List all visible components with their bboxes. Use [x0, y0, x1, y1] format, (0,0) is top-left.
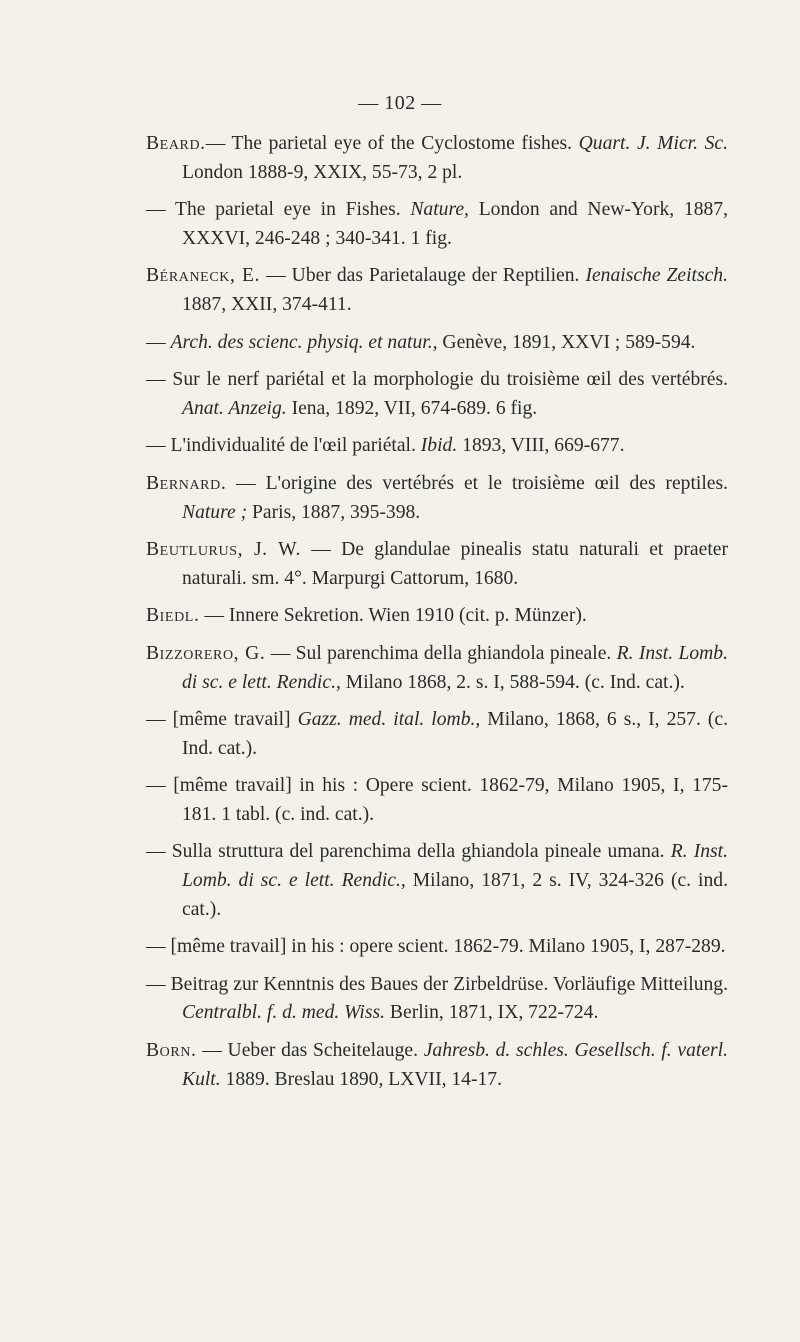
bibliography-entry [146, 640, 728, 697]
entry-text: — Sur le nerf pariétal et la morphologie du troisième œil des vertébrés. [146, 369, 728, 391]
entry-journal: Gazz. med. ital. lomb., [297, 709, 481, 731]
bibliography-entry [146, 196, 728, 253]
bibliography-entry [146, 536, 728, 593]
entry-text: — [même travail] [146, 709, 298, 731]
entry-text: — Uber das Parietalauge der Reptilien. [260, 265, 586, 287]
entry-text: — Beitrag zur Kenntnis des Baues der Zirbeldrüse. Vorläufige Mitteilung. [146, 973, 728, 995]
entry-text: — De glandulae pinealis statu naturali et praeter naturali. sm. 4°. Marpurgi Cattorum, 1680. [182, 539, 728, 589]
bibliography-entry [146, 838, 728, 924]
entry-text: — Ueber das Scheitelauge. [196, 1040, 424, 1062]
entry-text: — [146, 331, 171, 353]
entry-text: — [même travail] in his : Opere scient. 1862-79, Milano 1905, I, 175-181. 1 tabl. (c. ind. cat.). [146, 775, 728, 825]
entry-details: London and New-York, 1887, XXXVI, 246-248 ; 340-341. 1 fig. [182, 199, 728, 249]
entry-text: — L'individualité de l'œil pariétal. [146, 435, 421, 457]
entry-author: Bizzorero, G. [146, 642, 266, 664]
entry-author: Bernard. [146, 472, 227, 494]
bibliography-entry [146, 432, 728, 461]
bibliography-entry [146, 772, 728, 829]
entry-journal: Arch. des scienc. physiq. et natur., [170, 331, 438, 353]
bibliography-entry [146, 470, 728, 527]
entry-details: Paris, 1887, 395-398. [247, 501, 421, 523]
bibliography-entry [146, 602, 728, 631]
entry-text: — The parietal eye in Fishes. [146, 199, 411, 221]
entry-journal: Nature ; [182, 501, 248, 523]
entry-journal: Anat. Anzeig. [182, 397, 287, 419]
entry-journal: Quart. J. Micr. Sc. [578, 133, 728, 154]
entry-details: Berlin, 1871, IX, 722-724. [385, 1002, 599, 1024]
bibliography-list [0, 130, 800, 1103]
entry-details: Iena, 1892, VII, 674-689. 6 fig. [286, 397, 538, 419]
entry-details: Genève, 1891, XXVI ; 589-594. [437, 331, 696, 353]
entry-journal: Centralbl. f. d. med. Wiss. [182, 1002, 386, 1024]
entry-author: Béraneck, E. [146, 265, 261, 287]
bibliography-entry [146, 130, 728, 187]
entry-text: — L'origine des vertébrés et le troisième œil des reptiles. [226, 472, 728, 494]
entry-text: — Innere Sekretion. Wien 1910 (cit. p. Münzer). [199, 605, 587, 627]
entry-details: Milano, 1871, 2 s. IV, 324-326 (c. ind. cat.). [182, 870, 728, 920]
entry-text: — The parietal eye of the Cyclostome fishes. [205, 133, 579, 154]
bibliography-entry [146, 1037, 728, 1094]
entry-author: Biedl. [146, 605, 200, 627]
entry-details: Milano 1868, 2. s. I, 588-594. (c. Ind. cat.). [340, 671, 685, 693]
bibliography-entry [146, 366, 728, 423]
entry-author: Beutlurus, J. W. [146, 539, 301, 561]
bibliography-entry [146, 971, 728, 1028]
bibliography-entry [146, 706, 728, 763]
entry-journal: Ibid. [420, 435, 458, 457]
entry-details: 1889. Breslau 1890, LXVII, 14-17. [220, 1068, 503, 1090]
entry-details: London 1888-9, XXIX, 55-73, 2 pl. [182, 161, 463, 183]
entry-details: 1893, VIII, 669-677. [457, 435, 625, 457]
entry-journal: Ienaische Zeitsch. [585, 265, 728, 287]
entry-journal: R. Inst. Lomb. di sc. e lett. Rendic., [182, 841, 728, 892]
bibliography-entry [146, 262, 728, 319]
page-number: — 102 — [358, 92, 442, 114]
entry-text: — Sulla struttura del parenchima della ghiandola pineale umana. [146, 841, 671, 863]
entry-text: — [même travail] in his : opere scient. 1862-79. Milano 1905, I, 287-289. [146, 936, 726, 958]
entry-details: Milano, 1868, 6 s., I, 257. (c. Ind. cat.). [182, 709, 729, 759]
entry-journal: Jahresb. d. schles. Gesellsch. f. vaterl. Kult. [182, 1040, 728, 1090]
entry-text: — Sul parenchima della ghiandola pineale. [265, 642, 617, 664]
bibliography-entry [146, 329, 728, 358]
entry-details: 1887, XXII, 374-411. [182, 293, 352, 315]
entry-author: Born. [146, 1040, 197, 1062]
bibliography-entry [146, 933, 728, 962]
entry-journal: Nature, [410, 199, 469, 221]
entry-journal: R. Inst. Lomb. di sc. e lett. Rendic., [182, 642, 728, 693]
entry-author: Beard. [146, 133, 206, 154]
